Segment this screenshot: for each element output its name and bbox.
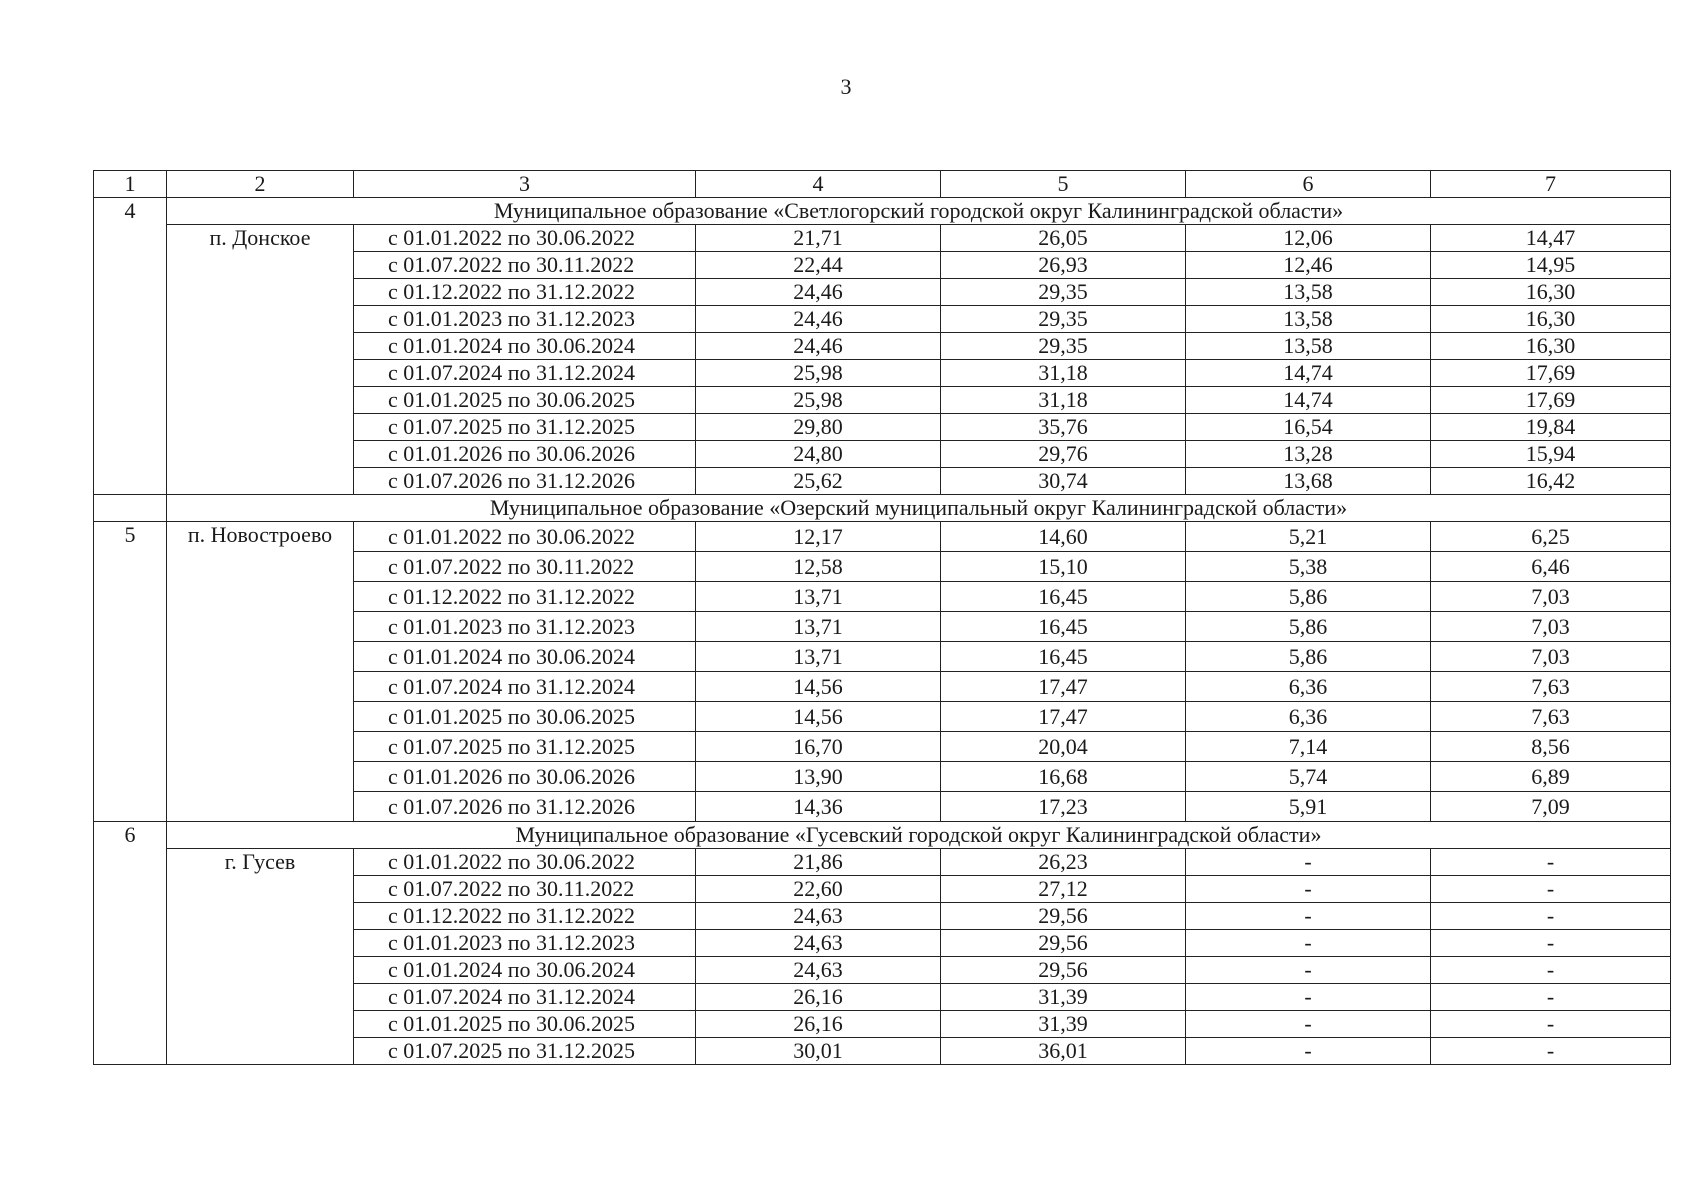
value-cell: 29,76 <box>941 441 1186 468</box>
value-cell: - <box>1186 1011 1431 1038</box>
value-cell: 16,68 <box>941 762 1186 792</box>
value-cell: 17,47 <box>941 672 1186 702</box>
header-cell: 3 <box>354 171 696 198</box>
value-cell: 35,76 <box>941 414 1186 441</box>
value-cell: - <box>1431 876 1671 903</box>
value-cell: 31,39 <box>941 984 1186 1011</box>
section-number: 4 <box>94 198 167 495</box>
value-cell: 12,46 <box>1186 252 1431 279</box>
value-cell: 26,93 <box>941 252 1186 279</box>
period-cell: с 01.07.2026 по 31.12.2026 <box>354 792 696 822</box>
value-cell: 7,63 <box>1431 672 1671 702</box>
value-cell: 13,71 <box>696 582 941 612</box>
value-cell: 16,54 <box>1186 414 1431 441</box>
value-cell: 14,95 <box>1431 252 1671 279</box>
period-cell: с 01.07.2022 по 30.11.2022 <box>354 252 696 279</box>
value-cell: 5,86 <box>1186 642 1431 672</box>
value-cell: 17,47 <box>941 702 1186 732</box>
period-cell: с 01.12.2022 по 31.12.2022 <box>354 279 696 306</box>
value-cell: 26,16 <box>696 984 941 1011</box>
locality-name: п. Новостроево <box>167 522 354 822</box>
value-cell: 29,56 <box>941 957 1186 984</box>
tariff-table <box>93 170 1671 1065</box>
value-cell: 7,09 <box>1431 792 1671 822</box>
value-cell: 24,46 <box>696 306 941 333</box>
period-cell: с 01.07.2024 по 31.12.2024 <box>354 984 696 1011</box>
section-number: 5 <box>94 522 167 822</box>
value-cell: 16,45 <box>941 642 1186 672</box>
value-cell: 16,30 <box>1431 333 1671 360</box>
value-cell: 29,56 <box>941 903 1186 930</box>
period-cell: с 01.01.2025 по 30.06.2025 <box>354 702 696 732</box>
value-cell: 16,45 <box>941 582 1186 612</box>
value-cell: 22,60 <box>696 876 941 903</box>
period-cell: с 01.01.2022 по 30.06.2022 <box>354 522 696 552</box>
value-cell: 17,69 <box>1431 360 1671 387</box>
value-cell: 24,46 <box>696 333 941 360</box>
value-cell: 15,10 <box>941 552 1186 582</box>
period-cell: с 01.01.2023 по 31.12.2023 <box>354 612 696 642</box>
value-cell: - <box>1186 984 1431 1011</box>
municipality-title: Муниципальное образование «Светлогорский городской округ Калининградской области» <box>167 198 1671 225</box>
value-cell: 16,70 <box>696 732 941 762</box>
value-cell: - <box>1431 903 1671 930</box>
locality-name: г. Гусев <box>167 849 354 1065</box>
value-cell: 7,63 <box>1431 702 1671 732</box>
header-row <box>94 171 1671 198</box>
value-cell: 13,71 <box>696 612 941 642</box>
value-cell: 17,69 <box>1431 387 1671 414</box>
period-cell: с 01.01.2023 по 31.12.2023 <box>354 930 696 957</box>
value-cell: 29,80 <box>696 414 941 441</box>
value-cell: 17,23 <box>941 792 1186 822</box>
period-cell: с 01.07.2025 по 31.12.2025 <box>354 1038 696 1065</box>
header-cell: 6 <box>1186 171 1431 198</box>
value-cell: 12,17 <box>696 522 941 552</box>
value-cell: 6,89 <box>1431 762 1671 792</box>
value-cell: - <box>1186 930 1431 957</box>
value-cell: 21,86 <box>696 849 941 876</box>
value-cell: 13,58 <box>1186 306 1431 333</box>
header-cell: 2 <box>167 171 354 198</box>
value-cell: 13,58 <box>1186 333 1431 360</box>
period-cell: с 01.01.2026 по 30.06.2026 <box>354 441 696 468</box>
value-cell: - <box>1431 957 1671 984</box>
period-cell: с 01.01.2025 по 30.06.2025 <box>354 1011 696 1038</box>
period-cell: с 01.01.2024 по 30.06.2024 <box>354 642 696 672</box>
value-cell: - <box>1186 849 1431 876</box>
period-cell: с 01.01.2025 по 30.06.2025 <box>354 387 696 414</box>
value-cell: 6,25 <box>1431 522 1671 552</box>
value-cell: 13,68 <box>1186 468 1431 495</box>
municipality-title: Муниципальное образование «Озерский муниципальный округ Калининградской области» <box>167 495 1671 522</box>
value-cell: 5,38 <box>1186 552 1431 582</box>
value-cell: 16,42 <box>1431 468 1671 495</box>
value-cell: 16,30 <box>1431 279 1671 306</box>
value-cell: - <box>1186 1038 1431 1065</box>
value-cell: 25,62 <box>696 468 941 495</box>
value-cell: 5,74 <box>1186 762 1431 792</box>
value-cell: 14,74 <box>1186 387 1431 414</box>
value-cell: 31,18 <box>941 360 1186 387</box>
header-cell: 5 <box>941 171 1186 198</box>
period-cell: с 01.12.2022 по 31.12.2022 <box>354 582 696 612</box>
locality-name: п. Донское <box>167 225 354 495</box>
period-cell: с 01.01.2024 по 30.06.2024 <box>354 957 696 984</box>
municipality-title: Муниципальное образование «Гусевский городской округ Калининградской области» <box>167 822 1671 849</box>
value-cell: 24,46 <box>696 279 941 306</box>
value-cell: 30,01 <box>696 1038 941 1065</box>
period-cell: с 01.01.2024 по 30.06.2024 <box>354 333 696 360</box>
value-cell: 14,47 <box>1431 225 1671 252</box>
value-cell: 22,44 <box>696 252 941 279</box>
value-cell: - <box>1431 1038 1671 1065</box>
empty-cell <box>94 495 167 522</box>
value-cell: 26,05 <box>941 225 1186 252</box>
header-cell: 7 <box>1431 171 1671 198</box>
period-cell: с 01.07.2022 по 30.11.2022 <box>354 876 696 903</box>
value-cell: - <box>1431 1011 1671 1038</box>
header-cell: 1 <box>94 171 167 198</box>
value-cell: 27,12 <box>941 876 1186 903</box>
value-cell: 21,71 <box>696 225 941 252</box>
value-cell: 29,35 <box>941 279 1186 306</box>
value-cell: - <box>1186 957 1431 984</box>
value-cell: 14,74 <box>1186 360 1431 387</box>
period-cell: с 01.01.2026 по 30.06.2026 <box>354 762 696 792</box>
value-cell: 7,14 <box>1186 732 1431 762</box>
value-cell: 13,28 <box>1186 441 1431 468</box>
value-cell: 29,35 <box>941 306 1186 333</box>
value-cell: 5,86 <box>1186 612 1431 642</box>
value-cell: 7,03 <box>1431 612 1671 642</box>
value-cell: - <box>1431 930 1671 957</box>
value-cell: 24,80 <box>696 441 941 468</box>
value-cell: 16,30 <box>1431 306 1671 333</box>
value-cell: 5,91 <box>1186 792 1431 822</box>
value-cell: 25,98 <box>696 387 941 414</box>
value-cell: 29,35 <box>941 333 1186 360</box>
value-cell: 14,56 <box>696 702 941 732</box>
value-cell: 13,58 <box>1186 279 1431 306</box>
value-cell: 5,86 <box>1186 582 1431 612</box>
section-title-row <box>94 495 1671 522</box>
period-cell: с 01.01.2022 по 30.06.2022 <box>354 225 696 252</box>
value-cell: 36,01 <box>941 1038 1186 1065</box>
period-cell: с 01.07.2025 по 31.12.2025 <box>354 414 696 441</box>
value-cell: 7,03 <box>1431 642 1671 672</box>
period-cell: с 01.07.2024 по 31.12.2024 <box>354 672 696 702</box>
value-cell: 31,18 <box>941 387 1186 414</box>
value-cell: 26,23 <box>941 849 1186 876</box>
period-cell: с 01.01.2022 по 30.06.2022 <box>354 849 696 876</box>
value-cell: 14,60 <box>941 522 1186 552</box>
period-cell: с 01.07.2026 по 31.12.2026 <box>354 468 696 495</box>
value-cell: 15,94 <box>1431 441 1671 468</box>
value-cell: 25,98 <box>696 360 941 387</box>
value-cell: 26,16 <box>696 1011 941 1038</box>
value-cell: 8,56 <box>1431 732 1671 762</box>
period-cell: с 01.12.2022 по 31.12.2022 <box>354 903 696 930</box>
value-cell: 6,46 <box>1431 552 1671 582</box>
value-cell: 6,36 <box>1186 672 1431 702</box>
value-cell: 12,06 <box>1186 225 1431 252</box>
value-cell: 7,03 <box>1431 582 1671 612</box>
value-cell: 20,04 <box>941 732 1186 762</box>
header-cell: 4 <box>696 171 941 198</box>
period-cell: с 01.07.2022 по 30.11.2022 <box>354 552 696 582</box>
value-cell: 6,36 <box>1186 702 1431 732</box>
value-cell: 16,45 <box>941 612 1186 642</box>
value-cell: 30,74 <box>941 468 1186 495</box>
table-row <box>94 522 1671 552</box>
table-row <box>94 225 1671 252</box>
value-cell: 13,71 <box>696 642 941 672</box>
period-cell: с 01.07.2025 по 31.12.2025 <box>354 732 696 762</box>
page-number: 3 <box>840 74 852 99</box>
value-cell: 14,36 <box>696 792 941 822</box>
value-cell: 14,56 <box>696 672 941 702</box>
value-cell: - <box>1186 903 1431 930</box>
value-cell: 5,21 <box>1186 522 1431 552</box>
value-cell: 24,63 <box>696 930 941 957</box>
value-cell: 24,63 <box>696 903 941 930</box>
value-cell: 29,56 <box>941 930 1186 957</box>
section-number: 6 <box>94 822 167 1065</box>
value-cell: 12,58 <box>696 552 941 582</box>
table-row <box>94 849 1671 876</box>
value-cell: - <box>1431 984 1671 1011</box>
value-cell: 13,90 <box>696 762 941 792</box>
period-cell: с 01.07.2024 по 31.12.2024 <box>354 360 696 387</box>
value-cell: 19,84 <box>1431 414 1671 441</box>
value-cell: - <box>1431 849 1671 876</box>
value-cell: - <box>1186 876 1431 903</box>
value-cell: 31,39 <box>941 1011 1186 1038</box>
section-title-row <box>94 822 1671 849</box>
period-cell: с 01.01.2023 по 31.12.2023 <box>354 306 696 333</box>
value-cell: 24,63 <box>696 957 941 984</box>
section-title-row <box>94 198 1671 225</box>
